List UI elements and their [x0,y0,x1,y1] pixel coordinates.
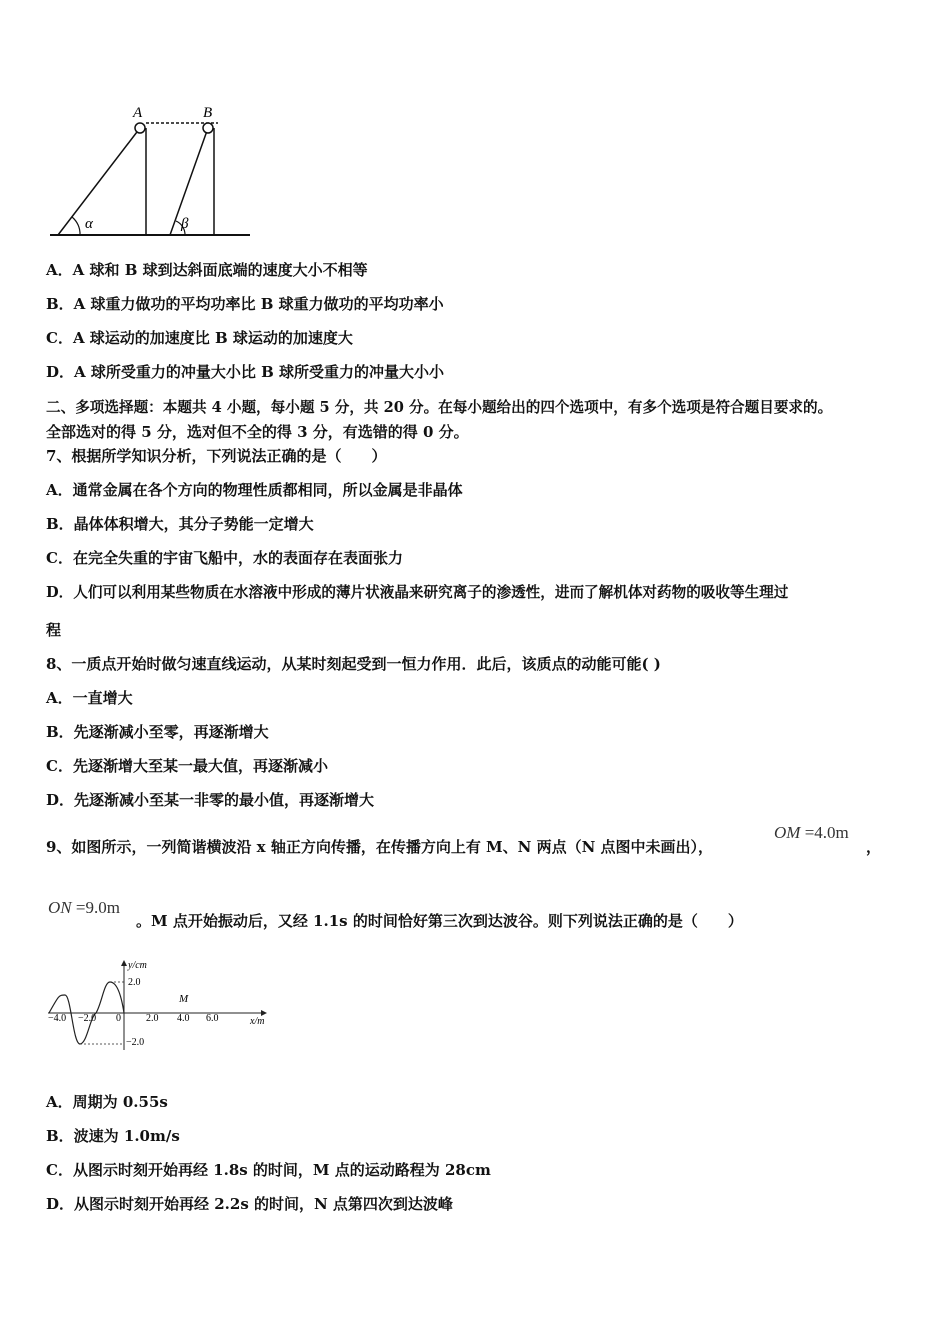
label-a: A [133,105,143,121]
on-symbol: ON [48,898,72,917]
x-tick: 2.0 [146,1013,159,1024]
y-tick-top: 2.0 [128,977,141,988]
q6-option-b: B．A 球重力做功的平均功率比 B 球重力做功的平均功率小 [46,295,444,313]
y-tick-bottom: −2.0 [126,1037,145,1048]
label-beta: β [181,216,189,232]
q8-option-a: A．一直增大 [46,689,133,707]
q9-option-d: D．从图示时刻开始再经 2.2s 的时间，N 点第四次到达波峰 [46,1195,453,1213]
q9-om-expression [774,822,849,844]
point-m-label: M [179,993,189,1005]
ball-b [203,123,213,133]
q8-option-b: B．先逐渐减小至零，再逐渐增大 [46,723,269,741]
angle-arc-alpha [72,217,80,235]
on-value: =9.0m [75,898,120,917]
q8-stem: 8、一质点开始时做匀速直线运动，从某时刻起受到一恒力作用．此后，该质点的动能可能( ) [46,655,661,673]
q7-stem: 7、根据所学知识分析，下列说法正确的是（ ） [46,447,387,465]
q6-option-a: A．A 球和 B 球到达斜面底端的速度大小不相等 [46,261,368,279]
q7-option-d: D．人们可以利用某些物质在水溶液中形成的薄片状液晶来研究离子的渗透性，进而了解机体对药物的吸收等生理过 [46,584,789,601]
incline-figure [40,95,270,245]
x-tick: 4.0 [177,1013,190,1024]
x-tick: 6.0 [206,1013,219,1024]
q9-option-a: A．周期为 0.55s [46,1093,168,1111]
y-axis-label: y/cm [128,960,147,971]
q9-stem-part2: 。M 点开始振动后，又经 1.1s 的时间恰好第三次到达波谷。则下列说法正确的是（ ） [136,912,743,930]
q6-option-c: C．A 球运动的加速度比 B 球运动的加速度大 [46,329,353,347]
x-axis-label: x/m [250,1016,265,1027]
label-alpha: α [85,216,93,232]
incline-a [58,128,140,235]
label-b: B [203,105,213,121]
q8-option-d: D．先逐渐减小至某一非零的最小值，再逐渐增大 [46,791,375,809]
wave-figure [44,955,279,1055]
q9-comma: ， [866,838,882,856]
x-tick: −4.0 [48,1013,67,1024]
q8-option-c: C．先逐渐增大至某一最大值，再逐渐减小 [46,757,328,775]
section2-heading-line1: 二、多项选择题：本题共 4 小题，每小题 5 分，共 20 分。在每小题给出的四个选项中，有多个选项是符合题目要求的。 [46,399,833,416]
q9-option-b: B．波速为 1.0m/s [46,1127,180,1145]
q9-stem-part1: 9、如图所示，一列简谐横波沿 x 轴正方向传播，在传播方向上有 M、N 两点（N 点图中未画出）， [46,838,714,856]
x-tick: −2.0 [78,1013,97,1024]
q7-option-b: B．晶体体积增大，其分子势能一定增大 [46,515,314,533]
q6-option-d: D．A 球所受重力的冲量大小比 B 球所受重力的冲量大小小 [46,363,444,381]
om-symbol: OM [774,823,801,842]
q7-option-d-cont: 程 [46,621,62,639]
q9-on-expression [48,897,120,919]
q9-option-c: C．从图示时刻开始再经 1.8s 的时间，M 点的运动路程为 28cm [46,1161,491,1179]
x-tick: 0 [116,1013,121,1024]
incline-b [170,128,208,235]
om-value: =4.0m [804,823,849,842]
q7-option-a: A．通常金属在各个方向的物理性质都相同，所以金属是非晶体 [46,481,463,499]
ball-a [135,123,145,133]
section2-heading-line2: 全部选对的得 5 分，选对但不全的得 3 分，有选错的得 0 分。 [46,423,469,441]
q7-option-c: C．在完全失重的宇宙飞船中，水的表面存在表面张力 [46,549,403,567]
